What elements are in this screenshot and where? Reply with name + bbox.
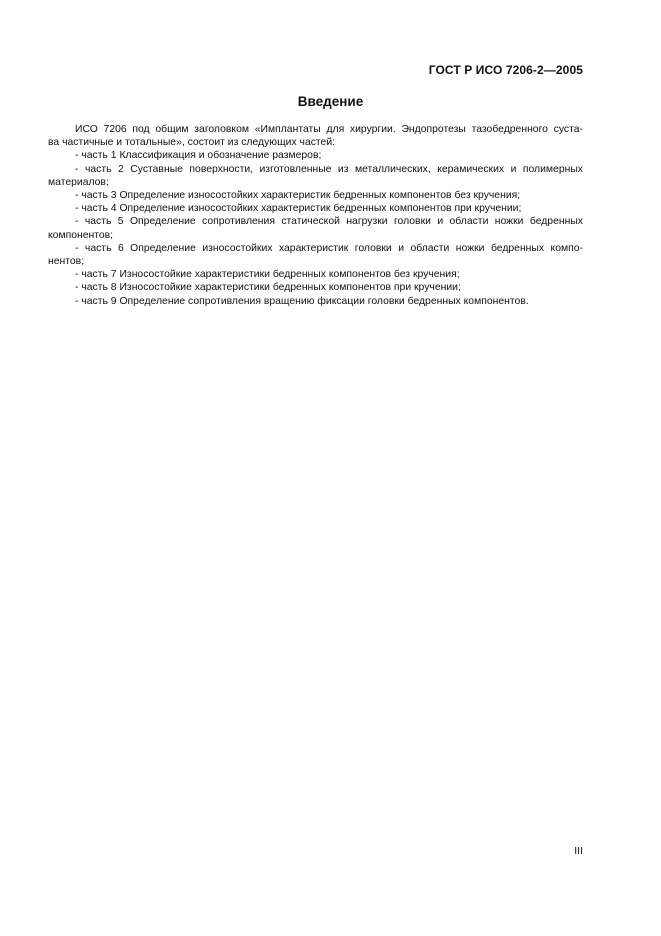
body-line: материалов;	[48, 176, 109, 188]
body-line: компонентов;	[48, 229, 114, 241]
standard-code-header: ГОСТ Р ИСО 7206-2—2005	[428, 63, 583, 77]
body-line: - часть 5 Определение сопротивления статической нагрузки головки и области ножки бедренных	[75, 216, 583, 228]
body-line: ва частичные и тотальные», состоит из следующих частей:	[48, 137, 336, 149]
page-number: III	[574, 845, 583, 857]
body-line: - часть 9 Определение сопротивления вращению фиксации головки бедренных компонентов.	[75, 295, 529, 307]
body-line: - часть 1 Классификация и обозначение размеров;	[75, 150, 322, 162]
body-line: ИСО 7206 под общим заголовком «Имплантаты для хирургии. Эндопротезы тазобедренного суста-	[75, 124, 583, 135]
body-line: - часть 4 Определение износостойких характеристик бедренных компонентов при кручении;	[75, 203, 522, 215]
body-line: - часть 8 Износостойкие характеристики бедренных компонентов при кручении;	[75, 282, 461, 294]
body-line: - часть 2 Суставные поверхности, изготовленные из металлических, керамических и полимерных	[75, 163, 583, 175]
body-line: - часть 7 Износостойкие характеристики бедренных компонентов без кручения;	[75, 269, 460, 281]
body-line: - часть 6 Определение износостойких характеристик головки и области ножки бедренных компо-	[75, 242, 583, 254]
body-line: нентов;	[48, 256, 85, 268]
body-line: - часть 3 Определение износостойких характеристик бедренных компонентов без кручения;	[75, 190, 521, 202]
introduction-body	[48, 123, 583, 308]
section-title: Введение	[297, 94, 364, 109]
